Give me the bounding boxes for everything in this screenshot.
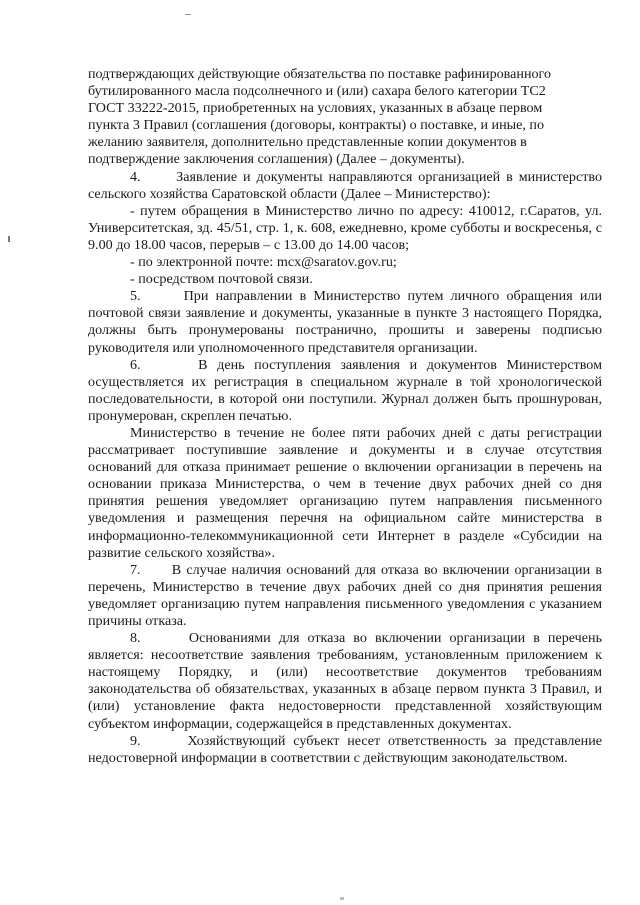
paragraph-4-item-post: - посредством почтовой связи. — [130, 271, 313, 288]
text-line: пункта 3 Правил (соглашения (договоры, контракты) о поставке, и иные, по — [88, 117, 544, 134]
scan-mark-bottom — [340, 897, 344, 900]
document-body — [88, 66, 602, 767]
paragraph-9: 9. Хозяйствующий субъект несет ответственность за представление недостоверной информации в соответствии с действующим законодательством. — [88, 732, 602, 766]
paragraph-4-item-in-person: - путем обращения в Министерство лично по адресу: 410012, г.Саратов, ул. Университетская, зд. 45/51, стр. 1, к. 608, ежедневно, кроме субботы и воскресенья, с 9.00 до 18.00 часов, перерыв – с 13.00 до 14.00 часов; — [88, 202, 602, 253]
text-line: подтверждение заключения соглашения) (Далее – документы). — [88, 151, 465, 168]
paragraph-6: 6. В день поступления заявления и документов Министерством осуществляется их регистрация в специальном журнале в той хронологической последовательности, в которой они поступили. Журнал должен быть прошнурован, пронумерован, скреплен печатью. — [88, 356, 602, 424]
intro-paragraph — [88, 66, 602, 169]
scan-mark — [185, 14, 191, 15]
text-line: ГОСТ 33222-2015, приобретенных на условиях, указанных в абзаце первом — [88, 100, 543, 117]
text-line: бутилированного масла подсолнечного и (или) сахара белого категории ТС2 — [88, 83, 546, 100]
paragraph-5: 5. При направлении в Министерство путем личного обращения или почтовой связи заявление и документы, указанные в пункте 3 настоящего Порядка, должны быть пронумерованы постранично, прошиты и заверены подписью руководителя или уполномоченного представителя организации. — [88, 288, 602, 356]
paragraph-7: 7. В случае наличия оснований для отказа во включении организации в перечень, Министерство в течение двух рабочих дней со дня принятия решения уведомляет организацию путем направления письменного уведомления с указанием причины отказа. — [88, 561, 602, 629]
paragraph-4-item-email: - по электронной почте: mcx@saratov.gov.ru; — [130, 254, 397, 271]
text-line: подтверждающих действующие обязательства по поставке рафинированного — [88, 66, 552, 82]
paragraph-4: 4. Заявление и документы направляются организацией в министерство сельского хозяйства Саратовской области (Далее – Министерство): — [88, 168, 602, 202]
paragraph-8: 8. Основаниями для отказа во включении организации в перечень является: несоответствие заявления требованиям, установленным приложением к настоящему Порядку, и (или) несоответствие документов требованиям законодательства об обязательствах, указанных в абзаце первом пункта 3 Правил, и (или) установление факта недостоверности представленной хозяйствующим субъектом информации, содержащейся в представленных документах. — [88, 630, 602, 732]
text-line: желанию заявителя, дополнительно представленные копии документов в — [88, 134, 527, 151]
margin-mark — [8, 236, 10, 242]
paragraph-6-continued: Министерство в течение не более пяти рабочих дней с даты регистрации рассматривает поступившие заявление и документы и в случае отсутствия оснований для отказа принимает решение о включении организации в перечень на основании приказа Министерства, о чем в течение двух рабочих дней со дня принятия решения уведомляет организацию путем направления письменного уведомления и размещения перечня на официальном сайте министерства в информационно-телекоммуникационной сети Интернет в разделе «Субсидии на развитие сельского хозяйства». — [88, 424, 602, 561]
